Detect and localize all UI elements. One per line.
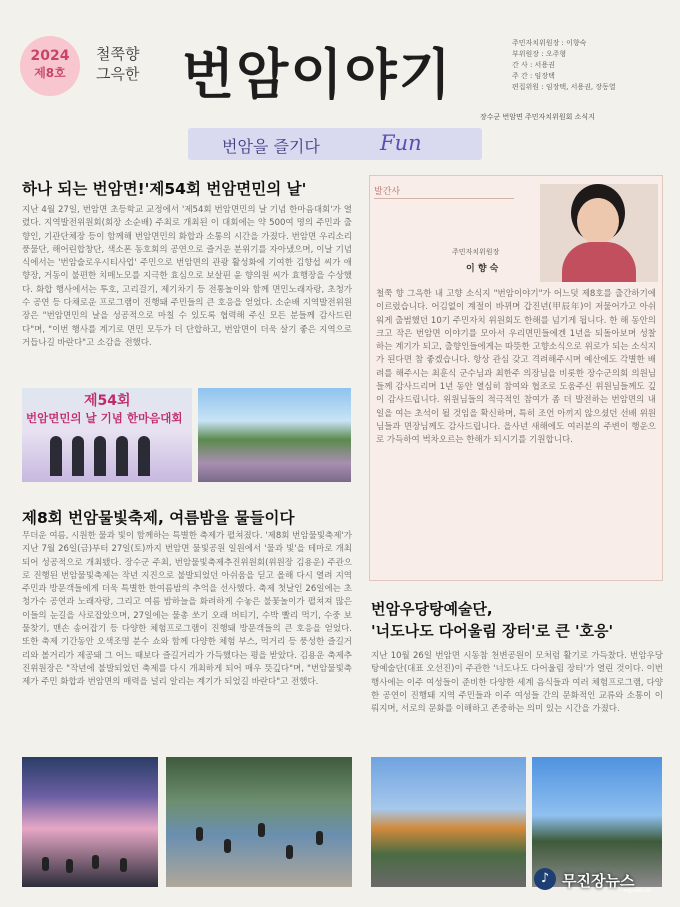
article3-title-line2: '너도나도 다어울림 장터'로 큰 '호응' (371, 622, 614, 640)
article1-photo-stage (22, 388, 192, 482)
publisher-note-box (369, 175, 663, 581)
staff-list (512, 38, 616, 93)
photo-caption-line1: 제54회 (84, 393, 131, 409)
article3-title (371, 598, 663, 642)
issue-number: 제8호 (34, 66, 66, 80)
staff-line: 부위원장 : 오주형 (512, 50, 567, 58)
watermark-url: mjjnews.kr (624, 888, 652, 894)
issue-year: 2024 (30, 48, 70, 64)
watermark-text: 무진장뉴스 (562, 872, 635, 890)
news-watermark (530, 864, 670, 894)
masthead-tagline (96, 44, 182, 84)
article1-photo-crowd (198, 388, 351, 482)
chairperson-name: 이 향 숙 (466, 264, 499, 274)
banner-korean: 번암을 즐기다 (222, 137, 320, 156)
article3-body: 지난 10월 26일 번암면 시동참 천변공원이 모처럼 활기로 가득찼다. 번암우당탕예술단(대표 오선진)이 주관한 '너도나도 다어울림 장터'가 열린 것이다. 이번 행사에는 이주 여성들이 준비한 다양한 세계 음식들과 여러 체험프로그램, 다양한 공연이 진행돼 지역 주민들과 이주 여성들 간의 문화적인 교류와 소통이 이뤄지며, 서로의 문화를 이해하고 존중하는 의미 있는 시간을 가졌다. (371, 651, 663, 715)
photo-caption-line2: 번암면민의 날 기념 한마음대회 (26, 411, 183, 425)
chairperson-portrait (540, 184, 658, 282)
performers-silhouette (50, 436, 160, 476)
article3-photo-performance (371, 757, 526, 887)
article2-title: 제8회 번암물빛축제, 여름밤을 물들이다 (22, 509, 295, 527)
publisher-note-body: 철쭉 향 그윽한 내 고향 소식지 "번암이야기"가 어느덧 제8호를 출간하기에 이르렀습니다. 어김없이 계절이 바뀌며 갑진년(甲辰年)이 저물어가고 아쉬워게 출범했던 10기 주민자치 위원회도 한해를 넘기게 됩니다. 한 해 동안의 크고 작은 번암면 이야기를 모아서 우리면민들에겐 1년을 되돌아보며 성찰하는 계기가 되고, 출향인들에게는 따뜻한 고향소식으로 위로가 되는 소식지가 된다면 참 좋겠습니다. 항상 관심 갖고 격려해주시며 예산에도 각별한 배려를 해주시는 최훈식 군수님과 최한주 의장님을 비롯한 장수군의회 의원님들께 감사드리며 1년 동안 열심히 참여와 협조로 도움주신 위원님들께도 깊이 감사드립니다. 위원님들의 적극적인 참여가 좀 더 발전하는 번암면의 내일을 여는 초석이 될 것임을 확신하며, 특히 조언 아끼지 않으셨던 선배 위원님들과 면장님께도 감사드립니다. 을사년 새해에도 여러분의 주변이 행운으로 가득하여 벅차오르는 한해가 되시기를 기원합니다. (376, 289, 656, 446)
chairperson-role: 주민자치위원장 (452, 248, 500, 256)
publisher-line: 장수군 번암면 주민자치위원회 소식지 (480, 113, 595, 121)
publisher-note-label: 발간사 (374, 187, 401, 197)
banner-english: Fun (380, 131, 422, 155)
watermark-logo-icon: ♪ (534, 868, 556, 890)
staff-line: 간 사 : 서용권 (512, 61, 555, 69)
article2-body: 무더운 여름, 시원한 물과 빛이 함께하는 특별한 축제가 펼쳐졌다. '제8회 번암물빛축제'가 지난 7월 26일(금)부터 27일(토)까지 번암면 물빛공원 일원에서 '물과 빛'을 테마로 개최되어 성공적으로 개최됐다. 장수군 주최, 번암물빛축제추진위원회(위원장 김용운) 주관으로 진행된 번암물빛축제는 작년 지진으로 불발되었던 아쉬움을 딛고 올해 다시 열려 지역 주민과 방문객들에게 더욱 특별한 한여름밤의 추억을 선사했다. 축제 첫날인 26일에는 초청가수 공연과 노래자랑, 그리고 여름 밤하늘을 화려하게 수놓은 불꽃놀이가 펼쳐져 많은 이들의 눈길을 사로잡았으며, 27일에는 물총 쏘기 오래 버티기, 수박 빨리 먹기, 수중 보물찾기, 맨손 송어잡기 등 다양한 체험프로그램이 진행돼 방문객들의 큰 호응을 얻었다. 또한 축제 기간동안 오색조명 분수 쇼와 함께 다양한 체험 부스, 먹거리 등 풍성한 즐길거리와 볼거리가 제공돼 그 어느 때보다 즐길거리가 가득했다는 평을 받았다. 김용운 축제추진위원장은 "작년에 불발되었던 축제를 다시 개최하게 되어 매우 뜻깊다"며, "번암물빛축제가 주민 화합과 번암면의 매력을 널리 알리는 계기가 되었길 바란다"고 전했다. (22, 531, 352, 688)
tagline-line-1: 철쭉향 (96, 45, 140, 63)
issue-badge (20, 36, 80, 96)
article2-photo-stage (22, 757, 158, 887)
staff-line: 주민자치위원장 : 이향숙 (512, 39, 587, 47)
article3-title-line1: 번암우당탕예술단, (371, 600, 493, 618)
staff-line: 편집위원 : 임장택, 서용권, 장동열 (512, 83, 616, 91)
staff-line: 주 간 : 임장택 (512, 72, 555, 80)
tagline-line-2: 그윽한 (96, 65, 140, 83)
masthead-title: 번암이야기 (182, 42, 453, 106)
article1-title: 하나 되는 번암면!'제54회 번암면민의 날' (22, 180, 307, 198)
article1-body: 지난 4월 27일, 번암면 초등학교 교정에서 '제54회 번암면민의 날 기념 한마음대회'가 열렸다. 지역발전위원회(회장 소순배) 주최로 개최된 이 대회에는 약 500여 명의 주민과 출향인, 기관단체장 등이 함께해 번암면민의 화합과 소통의 시간을 가졌다. 번암면 우리소리 풍물단, 해어린합창단, 색소폰 동호회의 공연으로 즐거운 분위기를 자아냈으며, 이날 기념식에서는 '번암술로우시티사업' 주민으로 번암면의 관광 활성화에 기여한 김향섭 씨가 애향장, 거동이 불편한 치매노모를 지극한 효심으로 보살핀 윤 향의원 씨가 효행장을 수상했다. 화합 행사에서는 투호, 고리걸기, 제기차기 등 전통놀이와 함께 면민노래자랑, 초청가수 공연 등 다채로운 프로그램이 진행돼 주민들의 큰 호응을 얻었다. 소순배 지역발전위원장은 "번암면민의 날을 성공적으로 마칠 수 있도록 협력해 주신 모든 분들께 감사드린다"며, "이번 행사를 계기로 면민 모두가 더 단합하고, 번암면이 더욱 살기 좋은 지역으로 거듭나길 바란다"고 소감을 전했다. (22, 205, 352, 348)
article2-photo-water (166, 757, 352, 887)
section-banner (188, 128, 482, 160)
divider (374, 198, 514, 199)
